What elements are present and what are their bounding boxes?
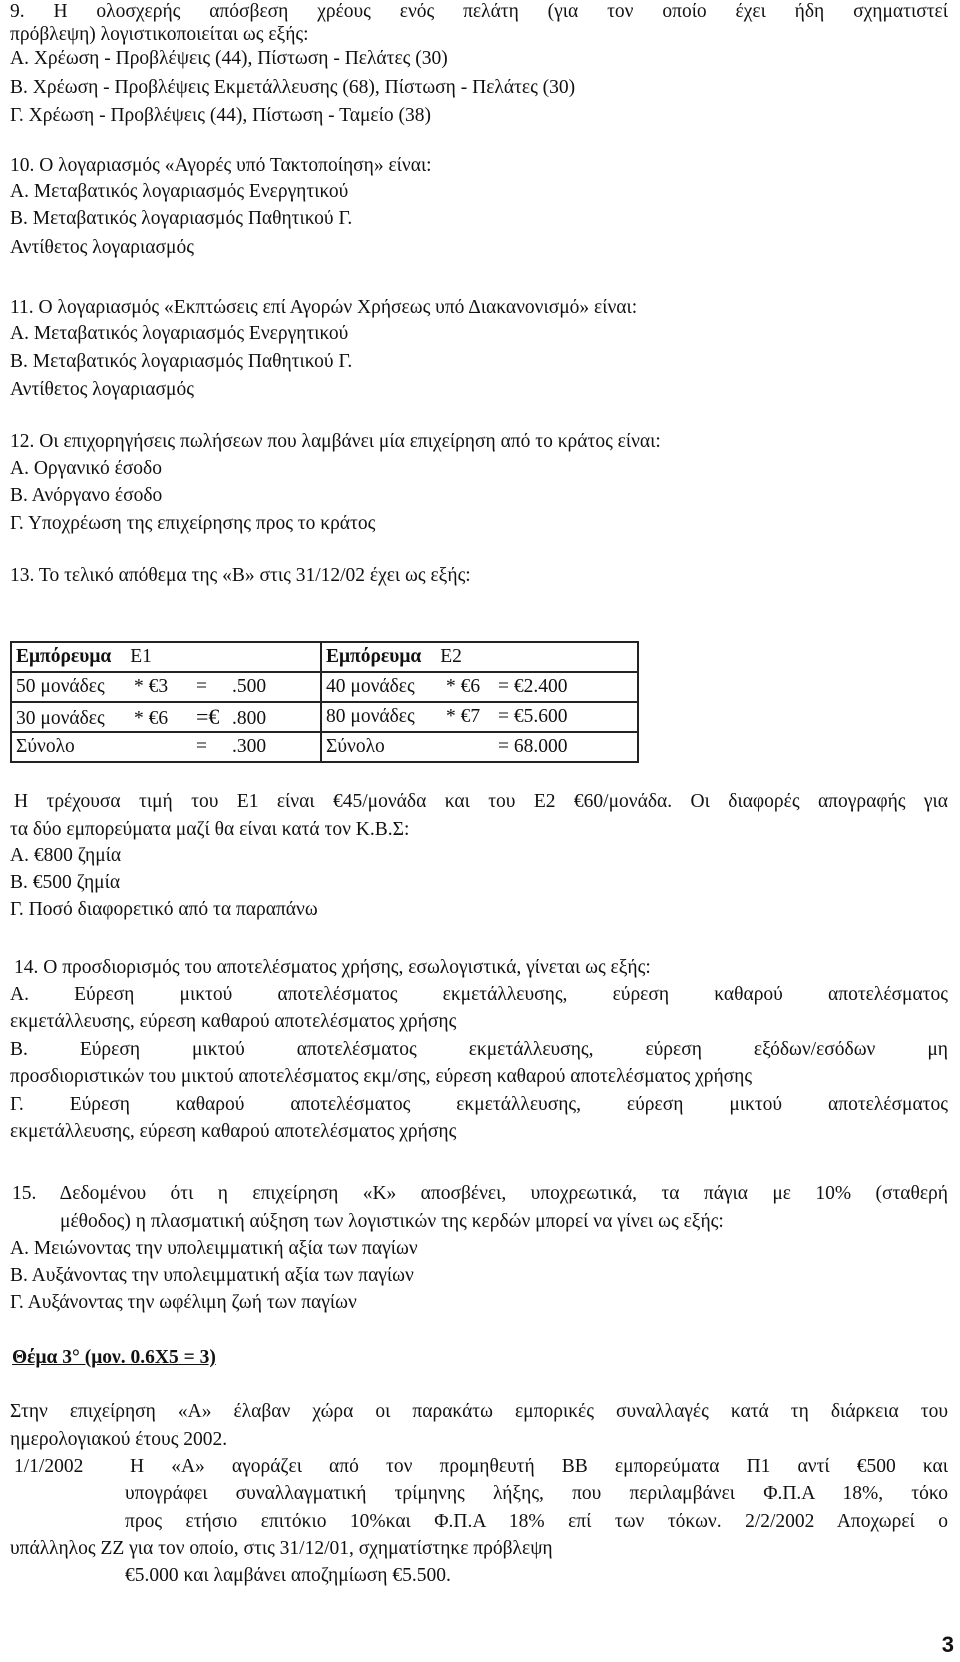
row1-eq-e1: = (196, 676, 207, 697)
table-cell (321, 672, 638, 702)
row2-eq-e1: =€ (196, 704, 220, 729)
q13-option-b: Β. €500 ζημία (10, 872, 121, 893)
q15-title: 15. Δεδομένου ότι η επιχείρηση «Κ» αποσβένει, υποχρεωτικά, τα πάγια με 10% (σταθερή (12, 1183, 948, 1204)
q12-option-b: Β. Ανόργανο έσοδο (10, 485, 163, 506)
q14-option-c-line1: Γ. Εύρεση καθαρού αποτελέσματος εκμετάλλευσης, εύρεση μικτού αποτελέσματος (10, 1094, 948, 1115)
table-row (11, 642, 638, 672)
q15-option-a: Α. Μειώνοντας την υπολειμματική αξία των παγίων (10, 1238, 418, 1259)
q11-option-b: Β. Μεταβατικός λογαριασμός Παθητικού Γ. (10, 351, 353, 372)
table-cell (11, 732, 321, 762)
row3-total-e2: = 68.000 (498, 736, 568, 757)
row2-value-e1: .800 (232, 708, 267, 729)
q12-title: 12. Οι επιχορηγήσεις πωλήσεων που λαμβάνει μία επιχείρηση από το κράτος είναι: (10, 431, 661, 452)
row3-eq-e1: = (196, 736, 207, 757)
q14-title: 14. Ο προσδιορισμός του αποτελέσματος χρήσης, εσωλογιστικά, γίνεται ως εξής: (14, 957, 651, 978)
page-number: 3 (941, 1632, 954, 1657)
table-cell (321, 732, 638, 762)
q11-option-a: Α. Μεταβατικός λογαριασμός Ενεργητικού (10, 323, 349, 344)
row2-qty-e1: 30 μονάδες (16, 708, 105, 729)
q9-title-cont: πρόβλεψη) λογιστικοποιείται ως εξής: (10, 24, 309, 45)
q13-option-c: Γ. Ποσό διαφορετικό από τα παραπάνω (10, 899, 318, 920)
q14-option-b-line1: Β. Εύρεση μικτού αποτελέσματος εκμετάλλευσης, εύρεση εξόδων/εσόδων μη (10, 1039, 948, 1060)
q15-option-b: Β. Αυξάνοντας την υπολειμματική αξία των παγίων (10, 1265, 414, 1286)
row2-qty-e2: 80 μονάδες (326, 706, 415, 727)
q9-option-a: Α. Χρέωση - Προβλέψεις (44), Πίστωση - Πελάτες (30) (10, 48, 448, 69)
table-row (11, 732, 638, 762)
e2-code: Ε2 (440, 646, 462, 667)
table-row (11, 702, 638, 732)
q10-option-a: Α. Μεταβατικός λογαριασμός Ενεργητικού (10, 181, 349, 202)
row3-total-label-e2: Σύνολο (326, 736, 385, 757)
row2-value-e2: = €5.600 (498, 706, 568, 727)
q13-title: 13. Το τελικό απόθεμα της «Β» στις 31/12/02 έχει ως εξής: (10, 565, 471, 586)
theme3-line3: προς ετήσιο επιτόκιο 10%και Φ.Π.Α 18% επί των τόκων. 2/2/2002 Αποχωρεί ο (125, 1511, 948, 1532)
row2-price-e2: * €7 (446, 706, 481, 727)
table-row (11, 672, 638, 702)
theme3-heading: Θέμα 3° (μον. 0.6Χ5 = 3) (12, 1347, 216, 1368)
e1-label: Εμπόρευμα (16, 646, 112, 667)
row2-price-e1: * €6 (134, 708, 169, 729)
row1-price-e1: * €3 (134, 676, 169, 697)
e2-label: Εμπόρευμα (326, 646, 422, 667)
row1-price-e2: * €6 (446, 676, 481, 697)
row1-qty-e1: 50 μονάδες (16, 676, 105, 697)
q10-option-b: Β. Μεταβατικός λογαριασμός Παθητικού Γ. (10, 208, 353, 229)
q10-option-c: Αντίθετος λογαριασμός (10, 237, 194, 258)
table-cell (11, 702, 321, 732)
q14-option-b-line2: προσδιοριστικών του μικτού αποτελέσματος εκμ/σης, εύρεση καθαρού αποτελέσματος χρήσης (10, 1066, 753, 1087)
q15-option-c: Γ. Αυξάνοντας την ωφέλιμη ζωή των παγίων (10, 1292, 357, 1313)
q12-option-c: Γ. Υποχρέωση της επιχείρησης προς το κράτος (10, 513, 376, 534)
q9-option-c: Γ. Χρέωση - Προβλέψεις (44), Πίστωση - Ταμείο (38) (10, 105, 431, 126)
q14-option-a-line2: εκμετάλλευσης, εύρεση καθαρού αποτελέσματος χρήσης (10, 1011, 457, 1032)
table-cell (321, 642, 638, 672)
row3-total-label-e1: Σύνολο (16, 736, 75, 757)
row1-value-e1: .500 (232, 676, 267, 697)
q12-option-a: Α. Οργανικό έσοδο (10, 458, 162, 479)
row3-total-e1: .300 (232, 736, 267, 757)
row1-qty-e2: 40 μονάδες (326, 676, 415, 697)
q13-text-line1: Η τρέχουσα τιμή του Ε1 είναι €45/μονάδα και του Ε2 €60/μονάδα. Οι διαφορές απογραφής για (14, 791, 948, 812)
q11-title: 11. Ο λογαριασμός «Εκπτώσεις επί Αγορών Χρήσεως υπό Διακανονισμό» είναι: (10, 297, 638, 318)
q14-option-c-line2: εκμετάλλευσης, εύρεση καθαρού αποτελέσματος χρήσης (10, 1121, 457, 1142)
q10-title: 10. Ο λογαριασμός «Αγορές υπό Τακτοποίηση» είναι: (10, 155, 432, 176)
theme3-intro-line2: ημερολογιακού έτους 2002. (10, 1429, 228, 1450)
table-cell (321, 702, 638, 732)
row1-value-e2: = €2.400 (498, 676, 568, 697)
theme3-line4: υπάλληλος ΖΖ για τον οποίο, στις 31/12/01, σχηματίστηκε πρόβλεψη (10, 1538, 553, 1559)
theme3-line2: υπογράφει συναλλαγματική τρίμηνης λήξης, που περιλαμβάνει Φ.Π.Α 18%, τόκο (125, 1483, 948, 1504)
q11-option-c: Αντίθετος λογαριασμός (10, 379, 194, 400)
theme3-line1: Η «Α» αγοράζει από τον προμηθευτή ΒΒ εμπορεύματα Π1 αντί €500 και (130, 1456, 948, 1477)
q13-text-line2: τα δύο εμπορεύματα μαζί θα είναι κατά τον Κ.Β.Σ: (10, 819, 410, 840)
theme3-line5: €5.000 και λαμβάνει αποζημίωση €5.500. (125, 1565, 451, 1586)
e1-code: Ε1 (130, 646, 152, 667)
theme3-date-1: 1/1/2002 (14, 1456, 84, 1477)
inventory-table (10, 641, 639, 763)
q15-title-cont: μέθοδος) η πλασματική αύξηση των λογιστικών της κερδών μπορεί να γίνει ως εξής: (60, 1211, 724, 1232)
q9-option-b: Β. Χρέωση - Προβλέψεις Εκμετάλλευσης (68), Πίστωση - Πελάτες (30) (10, 77, 576, 98)
table-cell (11, 642, 321, 672)
q9-title: 9. Η ολοσχερής απόσβεση χρέους ενός πελάτη (για τον οποίο έχει ήδη σχηματιστεί (10, 1, 948, 22)
q13-option-a: Α. €800 ζημία (10, 845, 122, 866)
q14-option-a-line1: Α. Εύρεση μικτού αποτελέσματος εκμετάλλευσης, εύρεση καθαρού αποτελέσματος (10, 984, 948, 1005)
table-cell (11, 672, 321, 702)
theme3-intro-line1: Στην επιχείρηση «Α» έλαβαν χώρα οι παρακάτω εμπορικές συναλλαγές κατά τη διάρκεια του (10, 1401, 948, 1422)
